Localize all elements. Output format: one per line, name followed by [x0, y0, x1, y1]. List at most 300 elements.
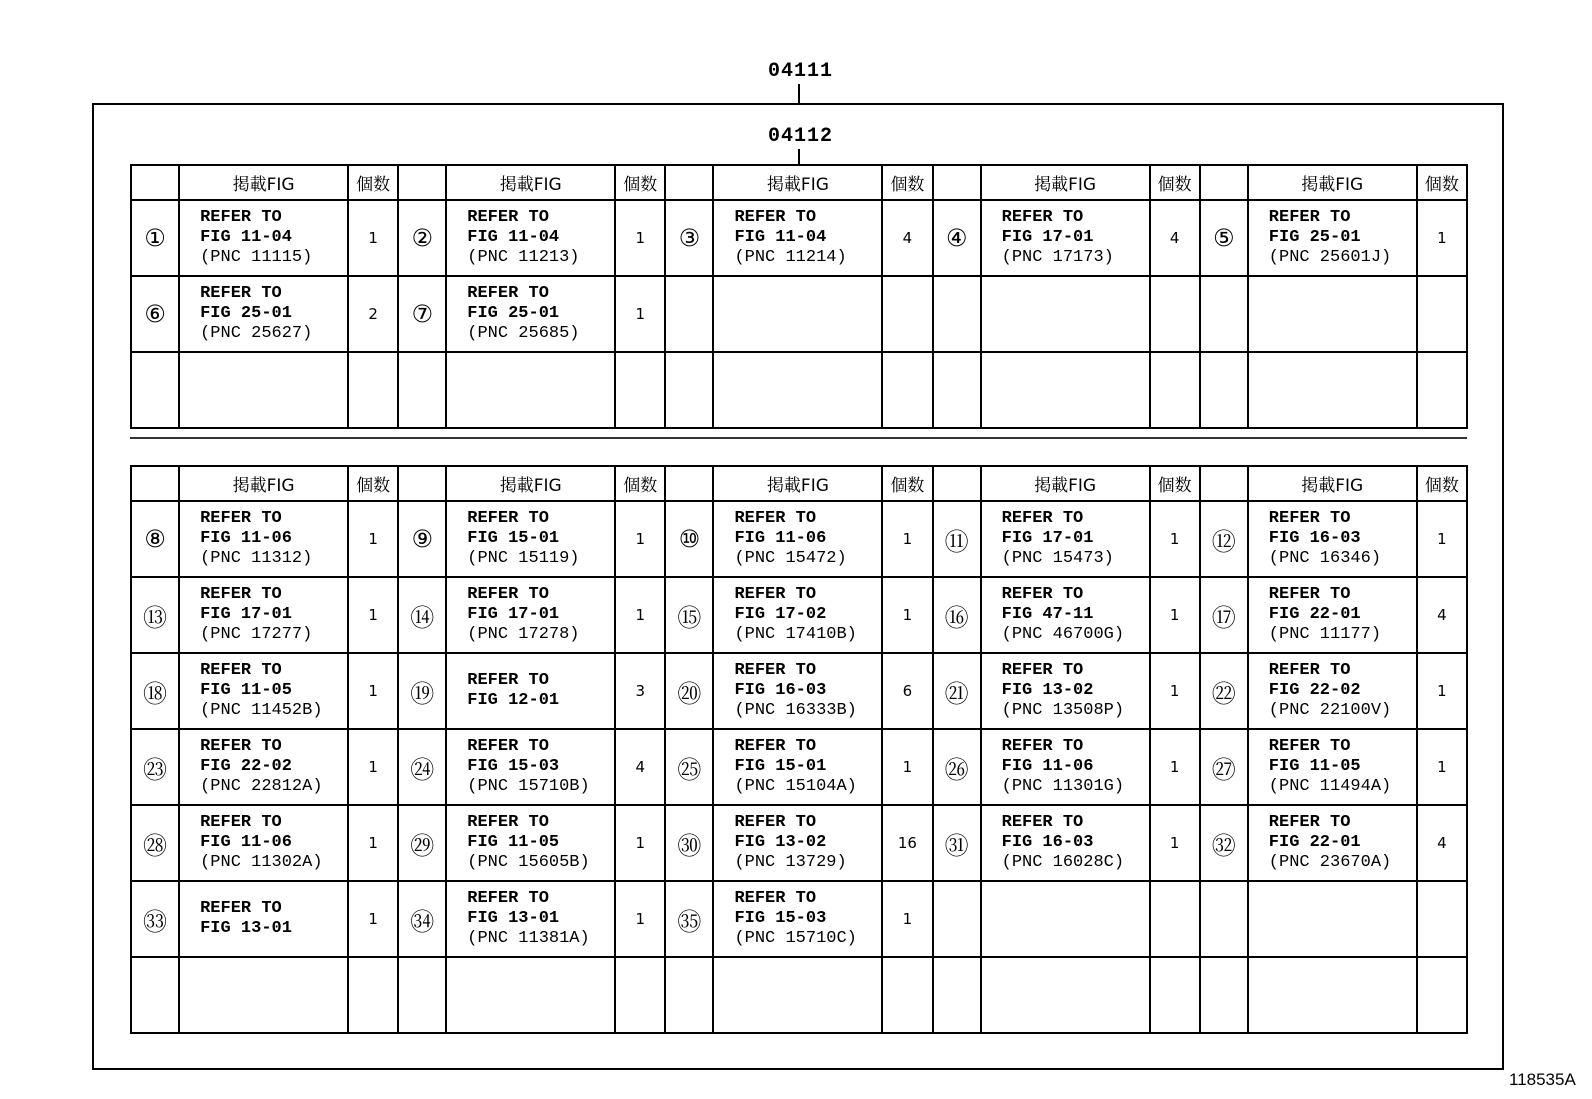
item-number: ⑫ — [1200, 501, 1248, 577]
figure-number: FIG 15-03 — [734, 909, 827, 928]
item-number: ㉓ — [131, 729, 179, 805]
figure-number: FIG 12-01 — [467, 691, 560, 710]
quantity: 1 — [882, 729, 932, 805]
reference-cell — [446, 881, 615, 957]
item-number: ⑳ — [665, 653, 713, 729]
item-number: ㉘ — [131, 805, 179, 881]
item-number: ㉕ — [665, 729, 713, 805]
quantity: 4 — [1417, 577, 1467, 653]
header-qty: 個数 — [348, 466, 398, 501]
reference-cell — [713, 577, 882, 653]
figure-number: FIG 11-06 — [200, 529, 292, 548]
item-number: ⑪ — [933, 501, 981, 577]
header-fig: 掲載FIG — [981, 165, 1150, 200]
refer-to-text: REFER TO — [467, 509, 549, 528]
figure-number: FIG 25-01 — [467, 304, 560, 323]
figure-number: FIG 13-02 — [734, 833, 827, 852]
header-fig: 掲載FIG — [179, 165, 348, 200]
quantity: 1 — [348, 729, 398, 805]
reference-cell — [981, 276, 1150, 352]
figure-number: FIG 17-01 — [200, 605, 292, 624]
quantity: 1 — [1150, 501, 1200, 577]
header-qty: 個数 — [1417, 165, 1467, 200]
table-row — [131, 200, 1467, 276]
item-number — [933, 957, 981, 1033]
refer-to-text: REFER TO — [467, 585, 549, 604]
refer-to-text: REFER TO — [1268, 585, 1351, 604]
header-blank — [665, 165, 713, 200]
item-number — [933, 276, 981, 352]
reference-cell — [179, 352, 348, 428]
header-qty: 個数 — [882, 466, 932, 501]
reference-cell — [713, 729, 882, 805]
header-qty: 個数 — [348, 165, 398, 200]
pnc-number: (PNC 16333B) — [734, 701, 857, 720]
item-number: ㉑ — [933, 653, 981, 729]
refer-to-text: REFER TO — [734, 813, 817, 832]
quantity: 1 — [1150, 653, 1200, 729]
quantity — [882, 352, 932, 428]
pnc-number: (PNC 11452B) — [200, 701, 323, 720]
header-fig: 掲載FIG — [713, 466, 882, 501]
header-qty: 個数 — [615, 165, 665, 200]
item-number — [933, 881, 981, 957]
reference-cell — [713, 501, 882, 577]
quantity: 1 — [1417, 200, 1467, 276]
item-number: ② — [398, 200, 446, 276]
item-number: ㉒ — [1200, 653, 1248, 729]
header-blank — [665, 466, 713, 501]
refer-to-text: REFER TO — [467, 208, 549, 227]
header-blank — [398, 466, 446, 501]
header-blank — [131, 165, 179, 200]
header-qty: 個数 — [1417, 466, 1467, 501]
reference-cell — [981, 729, 1150, 805]
header-blank — [398, 165, 446, 200]
item-number: ⑨ — [398, 501, 446, 577]
quantity: 1 — [1417, 501, 1467, 577]
item-number — [665, 352, 713, 428]
item-number: ㉖ — [933, 729, 981, 805]
reference-cell — [446, 200, 615, 276]
reference-cell — [179, 577, 348, 653]
pnc-number: (PNC 15119) — [467, 549, 580, 568]
header-fig: 掲載FIG — [446, 165, 615, 200]
refer-to-text: REFER TO — [200, 585, 282, 604]
pnc-number: (PNC 13729) — [734, 853, 847, 872]
refer-to-text: REFER TO — [1001, 585, 1084, 604]
quantity — [1417, 352, 1467, 428]
refer-to-text: REFER TO — [467, 737, 549, 756]
item-number — [1200, 957, 1248, 1033]
header-blank — [1200, 466, 1248, 501]
pnc-number: (PNC 22812A) — [200, 777, 323, 796]
pnc-number: (PNC 23670A) — [1268, 853, 1392, 872]
pnc-number: (PNC 11213) — [467, 248, 580, 267]
figure-number: FIG 11-06 — [200, 833, 292, 852]
quantity — [615, 352, 665, 428]
parts-table-lower — [130, 465, 1468, 1034]
pnc-number: (PNC 11494A) — [1268, 777, 1392, 796]
header-fig: 掲載FIG — [446, 466, 615, 501]
refer-to-text: REFER TO — [1268, 509, 1351, 528]
figure-number: FIG 11-05 — [200, 681, 292, 700]
table-row — [131, 729, 1467, 805]
item-number: ㉔ — [398, 729, 446, 805]
figure-number: FIG 22-01 — [1268, 833, 1361, 852]
header-fig: 掲載FIG — [713, 165, 882, 200]
quantity — [615, 957, 665, 1033]
figure-number: FIG 25-01 — [1268, 228, 1361, 247]
reference-cell — [713, 200, 882, 276]
refer-to-text: REFER TO — [1268, 208, 1351, 227]
figure-number: FIG 13-01 — [200, 919, 292, 938]
quantity: 1 — [882, 501, 932, 577]
item-number — [131, 957, 179, 1033]
refer-to-text: REFER TO — [1001, 208, 1084, 227]
quantity: 1 — [348, 577, 398, 653]
reference-cell — [179, 881, 348, 957]
figure-number: FIG 11-05 — [1268, 757, 1361, 776]
figure-number: FIG 11-06 — [734, 529, 827, 548]
refer-to-text: REFER TO — [1001, 813, 1084, 832]
quantity: 16 — [882, 805, 932, 881]
assembly-code-inner: 04112 — [768, 125, 834, 148]
item-number: ㉞ — [398, 881, 446, 957]
reference-cell — [981, 577, 1150, 653]
reference-cell — [713, 352, 882, 428]
table-row — [131, 577, 1467, 653]
table-row — [131, 881, 1467, 957]
quantity: 1 — [882, 881, 932, 957]
refer-to-text: REFER TO — [467, 813, 549, 832]
reference-cell — [1248, 501, 1417, 577]
reference-cell — [179, 957, 348, 1033]
figure-number: FIG 11-04 — [467, 228, 560, 247]
quantity: 1 — [348, 881, 398, 957]
reference-cell — [446, 805, 615, 881]
refer-to-text: REFER TO — [1268, 661, 1351, 680]
reference-cell — [981, 200, 1150, 276]
reference-cell — [1248, 729, 1417, 805]
item-number: ㉝ — [131, 881, 179, 957]
pnc-number: (PNC 17410B) — [734, 625, 857, 644]
quantity: 1 — [348, 200, 398, 276]
item-number: ④ — [933, 200, 981, 276]
pnc-number: (PNC 15472) — [734, 549, 847, 568]
pnc-number: (PNC 11312) — [200, 549, 313, 568]
quantity: 1 — [1417, 653, 1467, 729]
pnc-number: (PNC 17173) — [1001, 248, 1114, 267]
refer-to-text: REFER TO — [467, 889, 549, 908]
reference-cell — [981, 653, 1150, 729]
refer-to-text: REFER TO — [1268, 813, 1351, 832]
reference-cell — [446, 957, 615, 1033]
reference-cell — [981, 957, 1150, 1033]
figure-number: FIG 11-04 — [200, 228, 292, 247]
quantity: 1 — [1417, 729, 1467, 805]
reference-cell — [446, 352, 615, 428]
item-number: ⑰ — [1200, 577, 1248, 653]
reference-cell — [446, 653, 615, 729]
quantity: 2 — [348, 276, 398, 352]
pnc-number: (PNC 25601J) — [1268, 248, 1392, 267]
reference-cell — [446, 276, 615, 352]
quantity: 6 — [882, 653, 932, 729]
header-fig: 掲載FIG — [179, 466, 348, 501]
item-number: ⑲ — [398, 653, 446, 729]
refer-to-text: REFER TO — [200, 509, 282, 528]
item-number — [665, 276, 713, 352]
quantity: 1 — [1150, 729, 1200, 805]
reference-cell — [1248, 352, 1417, 428]
item-number — [398, 352, 446, 428]
parts-table-upper — [130, 164, 1468, 429]
quantity — [882, 276, 932, 352]
reference-cell — [179, 501, 348, 577]
pnc-number: (PNC 15710C) — [734, 929, 857, 948]
reference-cell — [713, 957, 882, 1033]
reference-cell — [1248, 957, 1417, 1033]
quantity: 1 — [882, 577, 932, 653]
pnc-number: (PNC 22100V) — [1268, 701, 1392, 720]
quantity: 3 — [615, 653, 665, 729]
table-row — [131, 276, 1467, 352]
refer-to-text: REFER TO — [200, 813, 282, 832]
header-blank — [131, 466, 179, 501]
refer-to-text: REFER TO — [1001, 509, 1084, 528]
item-number — [1200, 881, 1248, 957]
figure-number: FIG 13-01 — [467, 909, 560, 928]
pnc-number: (PNC 15104A) — [734, 777, 857, 796]
refer-to-text: REFER TO — [734, 509, 817, 528]
item-number: ⑩ — [665, 501, 713, 577]
figure-number: FIG 16-03 — [1001, 833, 1094, 852]
refer-to-text: REFER TO — [734, 208, 817, 227]
pnc-number: (PNC 11177) — [1268, 625, 1382, 644]
item-number — [665, 957, 713, 1033]
header-qty: 個数 — [1150, 466, 1200, 501]
item-number: ⑱ — [131, 653, 179, 729]
pnc-number: (PNC 17277) — [200, 625, 313, 644]
reference-cell — [713, 805, 882, 881]
figure-number: FIG 17-02 — [734, 605, 827, 624]
quantity — [348, 352, 398, 428]
reference-cell — [1248, 276, 1417, 352]
item-number: ⑤ — [1200, 200, 1248, 276]
table-row — [131, 352, 1467, 428]
item-number — [933, 352, 981, 428]
figure-number: FIG 17-01 — [467, 605, 560, 624]
table-row — [131, 653, 1467, 729]
pnc-number: (PNC 25685) — [467, 324, 580, 343]
refer-to-text: REFER TO — [200, 284, 282, 303]
pnc-number: (PNC 11302A) — [200, 853, 323, 872]
item-number — [1200, 352, 1248, 428]
refer-to-text: REFER TO — [1001, 737, 1084, 756]
reference-cell — [179, 729, 348, 805]
pnc-number: (PNC 17278) — [467, 625, 580, 644]
reference-cell — [1248, 653, 1417, 729]
figure-number: FIG 11-06 — [1001, 757, 1094, 776]
header-fig: 掲載FIG — [1248, 466, 1417, 501]
quantity: 4 — [1150, 200, 1200, 276]
pnc-number: (PNC 11301G) — [1001, 777, 1125, 796]
quantity: 1 — [615, 276, 665, 352]
quantity — [1150, 881, 1200, 957]
refer-to-text: REFER TO — [200, 737, 282, 756]
reference-cell — [179, 805, 348, 881]
quantity: 1 — [615, 805, 665, 881]
item-number: ⑯ — [933, 577, 981, 653]
item-number: ① — [131, 200, 179, 276]
reference-cell — [179, 200, 348, 276]
refer-to-text: REFER TO — [734, 661, 817, 680]
reference-cell — [981, 501, 1150, 577]
pnc-number: (PNC 16346) — [1268, 549, 1382, 568]
item-number: ⑥ — [131, 276, 179, 352]
header-blank — [933, 165, 981, 200]
quantity: 1 — [1150, 805, 1200, 881]
table-header-row — [131, 165, 1467, 200]
quantity: 4 — [882, 200, 932, 276]
item-number: ⑦ — [398, 276, 446, 352]
quantity — [1417, 881, 1467, 957]
refer-to-text: REFER TO — [200, 208, 282, 227]
pnc-number: (PNC 11381A) — [467, 929, 590, 948]
figure-number: FIG 15-01 — [734, 757, 827, 776]
item-number — [398, 957, 446, 1033]
figure-number: FIG 47-11 — [1001, 605, 1094, 624]
quantity: 4 — [1417, 805, 1467, 881]
item-number: ㉙ — [398, 805, 446, 881]
reference-cell — [981, 805, 1150, 881]
quantity — [1417, 957, 1467, 1033]
figure-number: FIG 22-02 — [200, 757, 292, 776]
quantity — [1150, 957, 1200, 1033]
pnc-number: (PNC 11214) — [734, 248, 847, 267]
figure-number: FIG 15-03 — [467, 757, 560, 776]
reference-cell — [446, 501, 615, 577]
item-number: ㉗ — [1200, 729, 1248, 805]
refer-to-text: REFER TO — [1268, 737, 1351, 756]
refer-to-text: REFER TO — [734, 585, 817, 604]
figure-number: FIG 15-01 — [467, 529, 560, 548]
figure-number: FIG 22-02 — [1268, 681, 1361, 700]
quantity — [1150, 276, 1200, 352]
header-qty: 個数 — [882, 165, 932, 200]
item-number: ⑬ — [131, 577, 179, 653]
figure-number: FIG 11-05 — [467, 833, 560, 852]
quantity: 1 — [1150, 577, 1200, 653]
refer-to-text: REFER TO — [200, 899, 282, 918]
leader-line-outer — [798, 84, 800, 104]
figure-number: FIG 16-03 — [734, 681, 827, 700]
assembly-code-outer: 04111 — [768, 60, 834, 83]
reference-cell — [446, 729, 615, 805]
figure-number: FIG 16-03 — [1268, 529, 1361, 548]
quantity: 4 — [615, 729, 665, 805]
item-number: ㉟ — [665, 881, 713, 957]
item-number: ⑭ — [398, 577, 446, 653]
reference-cell — [713, 881, 882, 957]
refer-to-text: REFER TO — [734, 737, 817, 756]
figure-number: FIG 11-04 — [734, 228, 827, 247]
reference-cell — [981, 881, 1150, 957]
pnc-number: (PNC 25627) — [200, 324, 313, 343]
figure-number: FIG 13-02 — [1001, 681, 1094, 700]
refer-to-text: REFER TO — [467, 671, 549, 690]
reference-cell — [1248, 200, 1417, 276]
item-number: ③ — [665, 200, 713, 276]
quantity: 1 — [615, 577, 665, 653]
quantity: 1 — [348, 501, 398, 577]
refer-to-text: REFER TO — [467, 284, 549, 303]
item-number: ⑮ — [665, 577, 713, 653]
reference-cell — [179, 276, 348, 352]
item-number — [1200, 276, 1248, 352]
reference-cell — [179, 653, 348, 729]
pnc-number: (PNC 15473) — [1001, 549, 1114, 568]
figure-number: FIG 25-01 — [200, 304, 292, 323]
item-number — [131, 352, 179, 428]
reference-cell — [1248, 577, 1417, 653]
header-blank — [1200, 165, 1248, 200]
reference-cell — [1248, 805, 1417, 881]
section-divider — [130, 437, 1467, 439]
quantity: 1 — [348, 805, 398, 881]
item-number: ⑧ — [131, 501, 179, 577]
header-qty: 個数 — [615, 466, 665, 501]
refer-to-text: REFER TO — [1001, 661, 1084, 680]
table-row — [131, 957, 1467, 1033]
figure-number: FIG 17-01 — [1001, 529, 1094, 548]
leader-line-inner — [798, 149, 800, 165]
item-number: ㉚ — [665, 805, 713, 881]
reference-cell — [1248, 881, 1417, 957]
figure-number: FIG 17-01 — [1001, 228, 1094, 247]
table-row — [131, 805, 1467, 881]
pnc-number: (PNC 46700G) — [1001, 625, 1125, 644]
quantity: 1 — [615, 881, 665, 957]
header-blank — [933, 466, 981, 501]
reference-cell — [713, 276, 882, 352]
pnc-number: (PNC 11115) — [200, 248, 313, 267]
quantity — [1150, 352, 1200, 428]
reference-cell — [446, 577, 615, 653]
item-number: ㉛ — [933, 805, 981, 881]
table-header-row — [131, 466, 1467, 501]
item-number: ㉜ — [1200, 805, 1248, 881]
reference-cell — [713, 653, 882, 729]
pnc-number: (PNC 15605B) — [467, 853, 590, 872]
header-qty: 個数 — [1150, 165, 1200, 200]
pnc-number: (PNC 15710B) — [467, 777, 590, 796]
pnc-number: (PNC 16028C) — [1001, 853, 1125, 872]
drawing-code: 118535A — [1509, 1070, 1576, 1089]
quantity: 1 — [615, 200, 665, 276]
quantity — [1417, 276, 1467, 352]
quantity: 1 — [615, 501, 665, 577]
header-fig: 掲載FIG — [981, 466, 1150, 501]
reference-cell — [981, 352, 1150, 428]
table-row — [131, 501, 1467, 577]
refer-to-text: REFER TO — [200, 661, 282, 680]
refer-to-text: REFER TO — [734, 889, 817, 908]
figure-number: FIG 22-01 — [1268, 605, 1361, 624]
header-fig: 掲載FIG — [1248, 165, 1417, 200]
quantity — [882, 957, 932, 1033]
